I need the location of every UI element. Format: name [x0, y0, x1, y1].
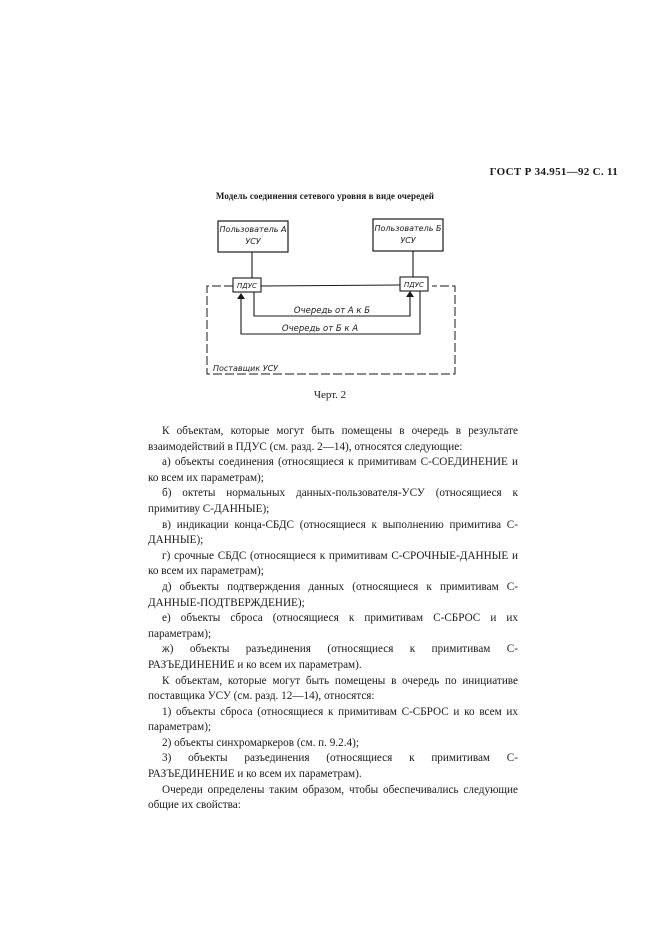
user-b-label-2: УСУ: [400, 236, 416, 245]
paragraph: Очереди определены таким образом, чтобы обеспечивались следующие общие их свойства:: [148, 783, 518, 812]
pdus-left-label: ПДУС: [237, 282, 257, 290]
user-b-label-1: Пользователь Б: [374, 224, 442, 233]
list-item: в) индикации конца-СБДС (относящиеся к выполнению примитива С-ДАННЫЕ);: [148, 518, 518, 547]
queue-ba-label: Очередь от Б к А: [281, 324, 359, 334]
user-a-label-1: Пользователь А: [219, 225, 287, 234]
provider-label: Поставщик УСУ: [213, 364, 279, 373]
figure-caption: Черт. 2: [313, 389, 347, 401]
queue-ab-label: Очередь от А к Б: [293, 306, 371, 316]
page-header: ГОСТ Р 34.951—92 С. 11: [489, 166, 618, 178]
paragraph: К объектам, которые могут быть помещены в очередь по инициативе поставщика УСУ (см. разд. 12—14), относятся:: [148, 674, 518, 703]
body-text: [148, 424, 518, 814]
list-item: б) октеты нормальных данных-пользователя-УСУ (относящиеся к примитиву С-ДАННЫЕ);: [148, 487, 518, 515]
list-item: 3) объекты разъединения (относящиеся к примитивам С-РАЗЪЕДИНЕНИЕ и ко всем их параметрам).: [148, 752, 518, 781]
list-item: г) срочные СБДС (относящиеся к примитивам С-СРОЧНЫЕ-ДАННЫЕ и ко всем их параметрам);: [148, 549, 518, 578]
list-item: 2) объекты синхромаркеров (см. п. 9.2.4);: [162, 736, 359, 749]
list-item: 1) объекты сброса (относящиеся к примитивам С-СБРОС и ко всем их параметрам);: [148, 705, 518, 734]
pdus-right-label: ПДУС: [404, 281, 424, 289]
figure-title: Модель соединения сетевого уровня в виде очередей: [215, 191, 435, 201]
list-item: д) объекты подтверждения данных (относящиеся к примитивам С-ДАННЫЕ-ПОДТВЕРЖДЕНИЕ);: [148, 580, 518, 609]
queue-ab-arrowhead: [406, 291, 414, 297]
list-item: а) объекты соединения (относящиеся к примитивам С-СОЕДИНЕНИЕ и ко всем их параметрам);: [148, 456, 518, 484]
user-a-label-2: УСУ: [245, 237, 261, 246]
queue-ba-arrowhead: [237, 293, 245, 299]
paragraph: К объектам, которые могут быть помещены в очередь в результате взаимодействий в ПДУС (см. разд. 2—14), относятся следующие:: [148, 425, 518, 453]
list-item: ж) объекты разъединения (относящиеся к примитивам С-РАЗЪЕДИНЕНИЕ и ко всем их параметрам).: [148, 643, 518, 671]
list-item: е) объекты сброса (относящиеся к примитивам С-СБРОС и их параметрам);: [148, 612, 518, 640]
